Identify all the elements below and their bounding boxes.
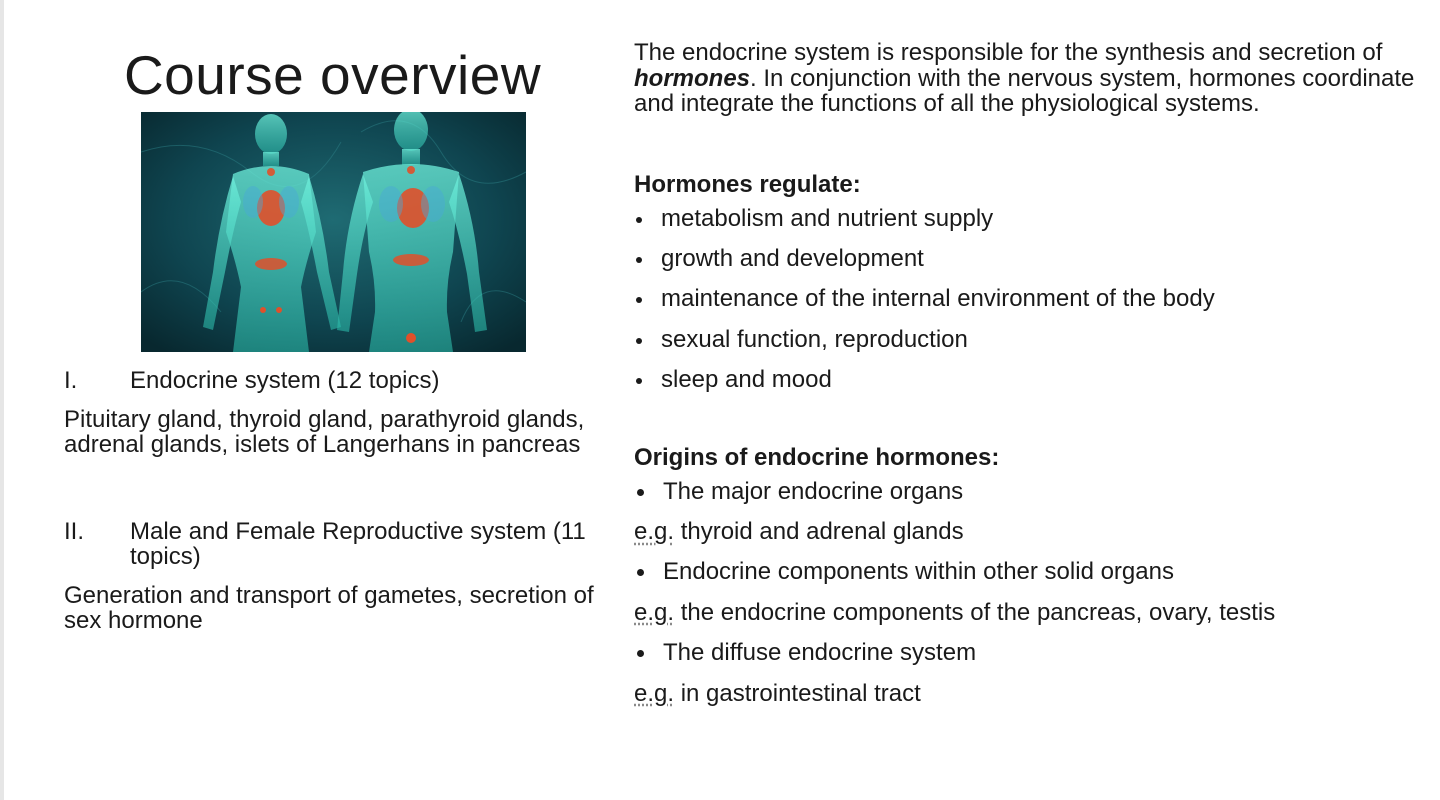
course-section-endocrine (64, 368, 604, 457)
origin-item: The major endocrine organs (634, 472, 1424, 512)
origins-list (634, 472, 1424, 714)
intro-text: The endocrine system is responsible for the synthesis and secretion of (634, 39, 1383, 66)
course-section-reproductive (64, 519, 604, 633)
slide-edge (0, 0, 4, 800)
slide-title: Course overview (123, 44, 542, 106)
list-item: sexual function, reproduction (634, 320, 1424, 360)
intro-text: . In conjunction with the nervous system, hormones coordinate and integrate the functions of all the physiological systems. (634, 64, 1415, 117)
section-numeral: II. (64, 518, 85, 545)
list-item: sleep and mood (634, 360, 1424, 400)
origin-example (634, 593, 1424, 633)
course-sections (64, 368, 604, 633)
list-item: metabolism and nutrient supply (634, 199, 1424, 239)
regulate-list (634, 199, 1424, 401)
example-text: in gastrointestinal tract (674, 679, 921, 707)
origin-example (634, 512, 1424, 552)
hormones-emphasis: hormones (634, 64, 751, 92)
endocrine-summary (634, 40, 1424, 714)
eg-abbreviation: e.g. (634, 679, 675, 707)
eg-abbreviation: e.g. (634, 598, 675, 626)
section-heading (64, 368, 604, 393)
origin-example (634, 674, 1424, 714)
example-text: the endocrine components of the pancreas, ovary, testis (674, 598, 1276, 626)
section-description: Pituitary gland, thyroid gland, parathyroid glands, adrenal glands, islets of Langerhans in pancreas (64, 406, 585, 458)
endocrine-body-illustration (141, 112, 526, 352)
section-heading (64, 519, 604, 569)
intro-paragraph (634, 40, 1424, 117)
example-text: thyroid and adrenal glands (674, 517, 964, 545)
origin-item: Endocrine components within other solid organs (634, 552, 1424, 592)
list-item: maintenance of the internal environment of the body (634, 279, 1424, 319)
eg-abbreviation: e.g. (634, 517, 675, 545)
section-name: Endocrine system (12 topics) (130, 367, 440, 394)
section-numeral: I. (64, 367, 78, 394)
section-name: Male and Female Reproductive system (11 topics) (130, 518, 586, 570)
regulate-heading: Hormones regulate: (634, 170, 861, 198)
section-description: Generation and transport of gametes, secretion of sex hormone (64, 582, 594, 634)
list-item: growth and development (634, 239, 1424, 279)
origins-heading: Origins of endocrine hormones: (634, 443, 1000, 471)
origin-item: The diffuse endocrine system (634, 633, 1424, 673)
